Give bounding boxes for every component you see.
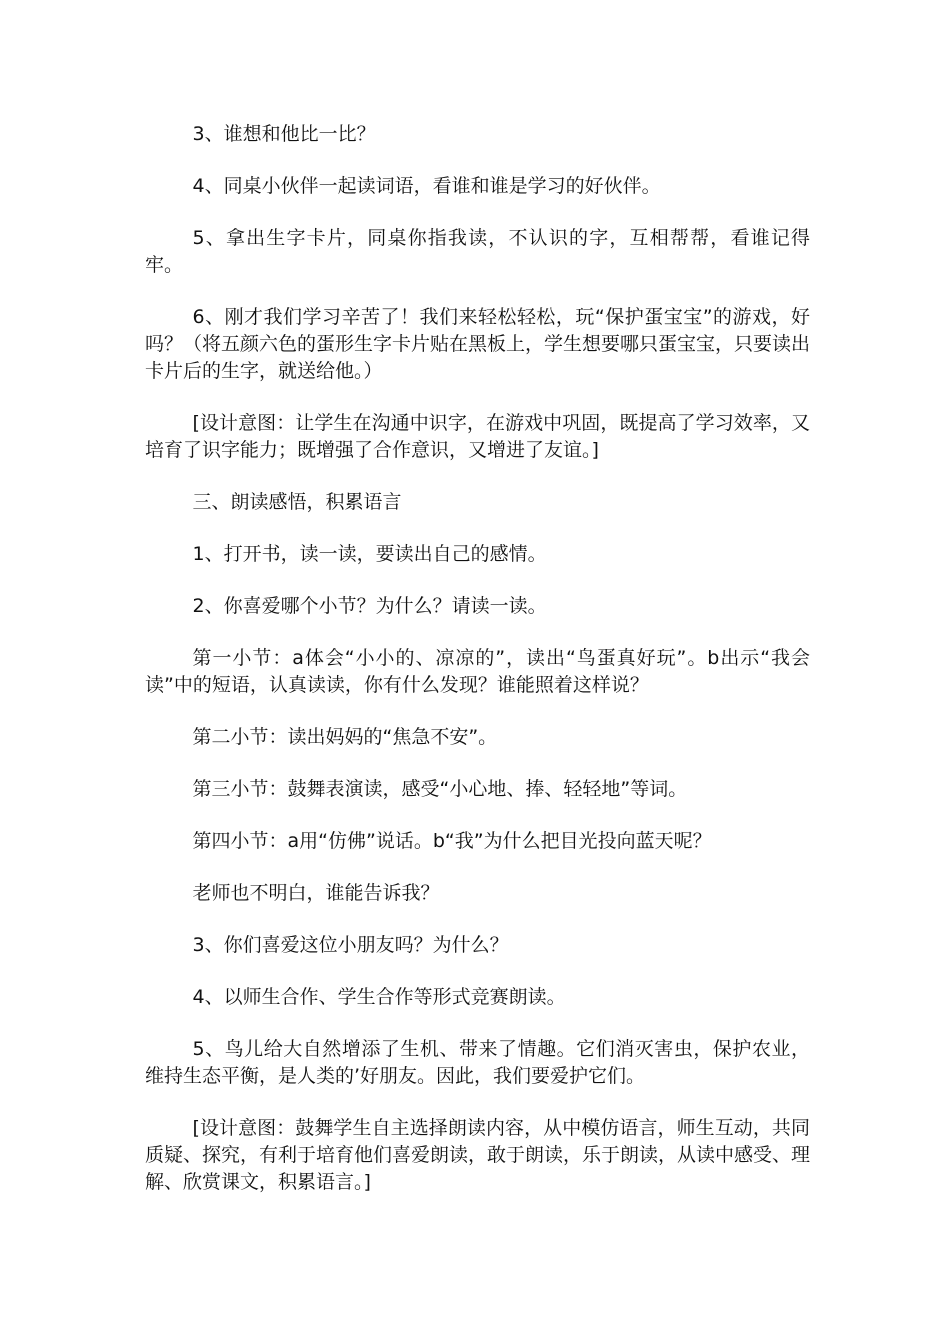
paragraph-step-6-egg-game: 6、刚才我们学习辛苦了！我们来轻松轻松，玩“保护蛋宝宝”的游戏，好吗？（将五颜六色的蛋形生字卡片贴在黑板上，学生想要哪只蛋宝宝，只要读出卡片后的生字，就送给他。） <box>145 306 811 382</box>
paragraph-section-one: 第一小节：a体会“小小的、凉凉的”，读出“鸟蛋真好玩”。b出示“我会读”中的短语，认真读读，你有什么发现？谁能照着这样说？ <box>145 647 810 696</box>
paragraph-birds-friends: 5、鸟儿给大自然增添了生机、带来了情趣。它们消灭害虫，保护农业，维持生态平衡，是人类的’好朋友。因此，我们要爱护它们。 <box>145 1038 810 1087</box>
paragraph-design-intent-2: [设计意图：鼓舞学生自主选择朗读内容，从中模仿语言，师生互动，共同质疑、探究，有利于培育他们喜爱朗读，敢于朗读，乐于朗读，从读中感受、理解、欣赏课文，积累语言。] <box>145 1117 811 1193</box>
paragraph-step-3-compare: 3、谁想和他比一比？ <box>192 123 376 145</box>
paragraph-section-four: 第四小节：a用“仿佛”说话。b“我”为什么把目光投向蓝天呢？ <box>192 830 712 852</box>
paragraph-favorite-section: 2、你喜爱哪个小节？为什么？请读一读。 <box>192 595 547 617</box>
paragraph-competition-reading: 4、以师生合作、学生合作等形式竞赛朗读。 <box>192 986 566 1008</box>
paragraph-like-child: 3、你们喜爱这位小朋友吗？为什么？ <box>192 934 509 956</box>
paragraph-step-4-deskmate-reading: 4、同桌小伙伴一起读词语，看谁和谁是学习的好伙伴。 <box>192 175 661 197</box>
paragraph-teacher-question: 老师也不明白，谁能告诉我？ <box>192 882 440 904</box>
paragraph-section-three: 第三小节：鼓舞表演读，感受“小心地、捧、轻轻地”等词。 <box>192 778 688 800</box>
paragraph-design-intent-1: [设计意图：让学生在沟通中识字，在游戏中巩固，既提高了学习效率，又培育了识字能力；既增强了合作意识，又增进了友谊。] <box>145 412 810 461</box>
paragraph-step-5-word-cards: 5、拿出生字卡片，同桌你指我读，不认识的字，互相帮帮，看谁记得牢。 <box>145 227 810 276</box>
section-heading-reading: 三、朗读感悟，积累语言 <box>192 491 402 513</box>
paragraph-section-two: 第二小节：读出妈妈的“焦急不安”。 <box>192 726 498 748</box>
document-body <box>145 121 810 1221</box>
paragraph-open-book: 1、打开书，读一读，要读出自己的感情。 <box>192 543 547 565</box>
